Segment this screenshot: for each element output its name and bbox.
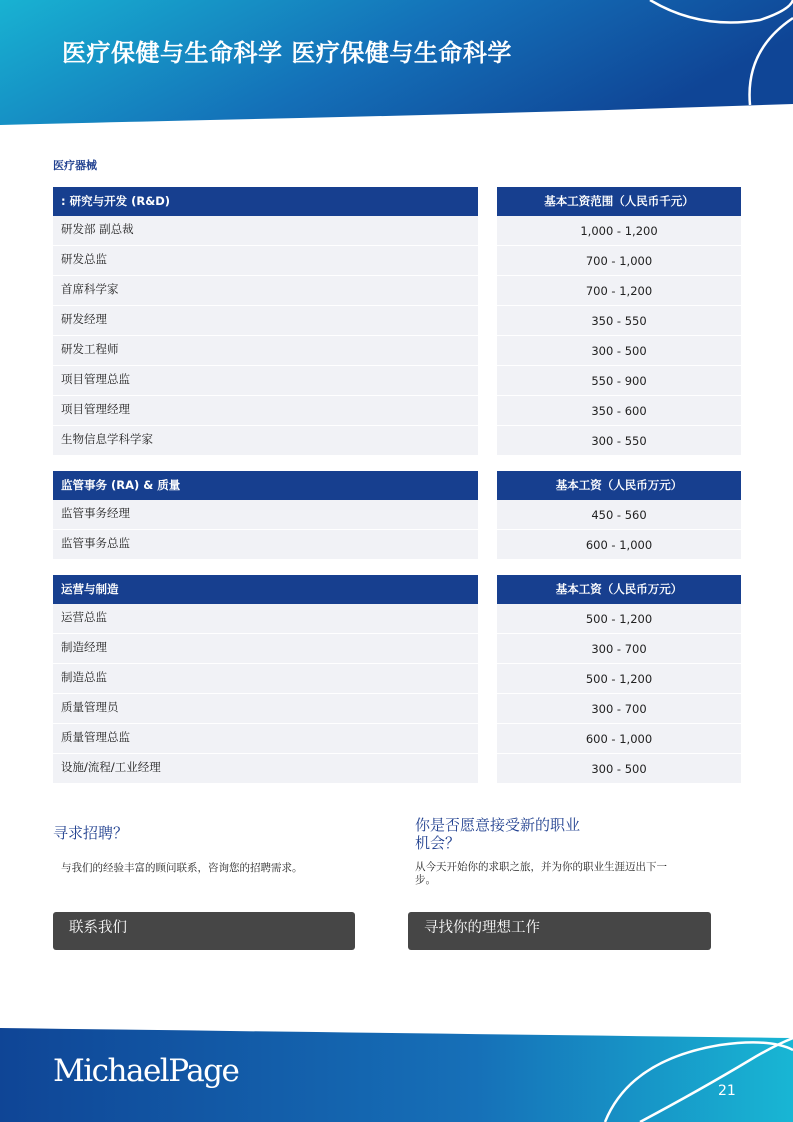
role-cell: 研发经理 [53,306,478,335]
role-cell: 设施/流程/工业经理 [53,754,478,783]
table-header-role: 运营与制造 [53,575,478,604]
salary-cell: 300 - 500 [497,754,741,783]
find-job-button[interactable]: 寻找你的理想工作 [408,912,711,950]
salary-cell: 300 - 500 [497,336,741,365]
table-header [53,575,741,604]
role-cell: 首席科学家 [53,276,478,305]
salary-cell: 700 - 1,000 [497,246,741,275]
salary-cell: 300 - 550 [497,426,741,455]
page-title: 医疗保健与生命科学 医疗保健与生命科学 [62,39,512,67]
salary-cell: 1,000 - 1,200 [497,216,741,245]
michael-page-logo: MichaelPage [53,1053,239,1089]
role-cell: 制造总监 [53,664,478,693]
page-number: 21 [718,1083,736,1099]
salary-cell: 500 - 1,200 [497,604,741,633]
salary-cell: 700 - 1,200 [497,276,741,305]
salary-cell: 450 - 560 [497,500,741,529]
salary-table-regulatory [53,471,741,560]
section-label: 医疗器械 [53,159,97,172]
table-header [53,187,741,216]
table-row [53,530,741,560]
career-text [415,861,667,887]
table-row [53,276,741,306]
salary-cell: 300 - 700 [497,634,741,663]
contact-us-button[interactable]: 联系我们 [53,912,355,950]
role-cell: 研发部 副总裁 [53,216,478,245]
role-cell: 质量管理员 [53,694,478,723]
role-cell: 研发总监 [53,246,478,275]
table-row [53,604,741,634]
table-row [53,724,741,754]
salary-table-rnd [53,187,741,456]
table-row [53,336,741,366]
table-row [53,664,741,694]
salary-cell: 500 - 1,200 [497,664,741,693]
recruit-heading: 寻求招聘？ [53,824,129,842]
table-header [53,471,741,500]
table-header-salary: 基本工资（人民币万元） [497,471,741,500]
table-row [53,216,741,246]
salary-table-operations [53,575,741,784]
recruit-text: 与我们的经验丰富的顾问联系，咨询您的招聘需求。 [61,862,303,874]
career-text-line1: 从今天开始你的求职之旅，并为你的职业生涯迈出下一 [415,861,667,873]
table-row [53,306,741,336]
role-cell: 监管事务经理 [53,500,478,529]
table-header-salary: 基本工资范围（人民币千元） [497,187,741,216]
table-row [53,634,741,664]
salary-cell: 350 - 550 [497,306,741,335]
table-header-role: : 研究与开发 (R&D) [53,187,478,216]
table-header-salary: 基本工资（人民币万元） [497,575,741,604]
career-heading-line1: 你是否愿意接受新的职业 [415,816,581,834]
role-cell: 质量管理总监 [53,724,478,753]
career-text-line2: 步。 [415,874,436,886]
table-row [53,694,741,724]
table-row [53,246,741,276]
table-row [53,500,741,530]
salary-cell: 300 - 700 [497,694,741,723]
salary-cell: 600 - 1,000 [497,724,741,753]
role-cell: 生物信息学科学家 [53,426,478,455]
role-cell: 运营总监 [53,604,478,633]
role-cell: 制造经理 [53,634,478,663]
salary-cell: 350 - 600 [497,396,741,425]
salary-cell: 600 - 1,000 [497,530,741,559]
table-row [53,366,741,396]
table-header-role: 监管事务 (RA) & 质量 [53,471,478,500]
career-heading-line2: 机会？ [415,834,461,852]
role-cell: 项目管理总监 [53,366,478,395]
salary-cell: 550 - 900 [497,366,741,395]
role-cell: 监管事务总监 [53,530,478,559]
career-heading [415,816,580,852]
role-cell: 项目管理经理 [53,396,478,425]
table-row [53,754,741,784]
table-row [53,426,741,456]
table-row [53,396,741,426]
role-cell: 研发工程师 [53,336,478,365]
